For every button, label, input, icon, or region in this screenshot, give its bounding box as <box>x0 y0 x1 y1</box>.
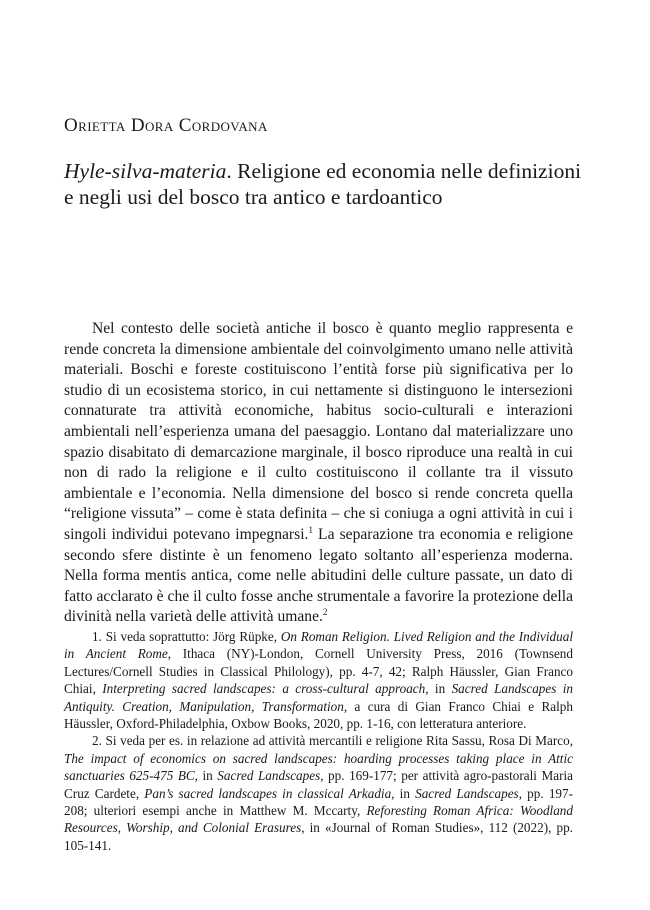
fn1-text-a: 1. Si veda soprattutto: Jörg Rüpke, <box>92 629 281 644</box>
fn2-title-a: The impact of economics on sacred landscapes: hoarding processes taking place in Attic sanctuaries 625-475 BC <box>64 750 573 784</box>
fn2-title-d: Sacred Landscapes <box>415 785 519 801</box>
fn1-title-c: Sacred Landscapes in Antiquity. Creation, Manipulation, Transformation <box>64 681 574 714</box>
fn2-text-b: , in <box>194 768 218 784</box>
fn2-text-d: , in <box>391 785 416 801</box>
fn1-text-d: , a cura di Gian Franco Chiai e Ralph Häussler, Oxford-Philadelphia, Oxbow Books, 2020, pp. 1-16, con letteratura anteriore. <box>64 698 573 732</box>
footnote-1 <box>64 628 573 732</box>
fn1-text-c: , in <box>425 681 452 697</box>
fn2-title-c: Pan’s sacred landscapes in classical Arkadia <box>144 785 392 801</box>
fn2-text-a: 2. Si veda per es. in relazione ad attività mercantili e religione Rita Sassu, Rosa Di Marco, <box>92 733 573 749</box>
body-paragraph <box>64 319 573 628</box>
footnotes <box>64 628 573 854</box>
body-part-2: La separazione tra economia e religione secondo sfere distinte è un fenomeno legato soltanto all’esperienza moderna. Nella forma mentis antica, come nelle abitudini delle culture passate, un dato di fatto acclarato è che il culto fosse anche strumentale a favorire la protezione della divinità nella varietà delle attività umane. <box>64 525 574 626</box>
fn2-title-b: Sacred Landscapes <box>217 768 321 784</box>
fn1-text-b: , Ithaca (NY)-London, Cornell University Press, 2016 (Townsend Lectures/Cornell Studies in Classical Philology), pp. 4-7, 42; Ralph Häussler, Gian Franco Chiai, <box>64 646 573 697</box>
fn1-title-a: On Roman Religion. Lived Religion and the Individual in Ancient Rome <box>64 629 573 662</box>
author-name: Orietta Dora Cordovana <box>64 115 268 136</box>
footnote-2 <box>64 732 573 854</box>
footnote-ref-2[interactable]: 2 <box>322 607 328 618</box>
fn1-title-b: Interpreting sacred landscapes: a cross-cultural approach <box>102 681 426 697</box>
fn2-text-c: , pp. 169-177; per attività agro-pastorali Maria Cruz Cardete, <box>64 768 573 801</box>
fn2-text-e: , pp. 197-208; ulteriori esempi anche in Matthew M. Mccarty, <box>64 785 574 819</box>
footnote-ref-1[interactable]: 1 <box>308 524 313 535</box>
article-title <box>64 158 584 210</box>
fn2-text-f: , in «Journal of Roman Studies», 112 (2022), pp. 105-141. <box>64 820 573 853</box>
title-italic-part: Hyle-silva-materia <box>64 159 227 183</box>
fn2-title-e: Reforesting Roman Africa: Woodland Resources, Worship, and Colonial Erasures <box>64 803 573 836</box>
body-part-1: Nel contesto delle società antiche il bosco è quanto meglio rappresenta e rende concreta la dimensione ambientale del coinvolgimento umano nelle attività materiali. Boschi e foreste costituiscono l’entità forse più significativa per lo studio di un ecosistema storico, in cui nettamente si distinguono le intersezioni connaturate tra attività economiche, habitus socio-culturali e interazioni ambientali nell’esperienza umana del paesaggio. Lontano dal materializzare uno spazio disabitato di demarcazione marginale, il bosco riproduce una realtà in cui non di rado la religione e il culto costituiscono il collante tra il vissuto ambientale e l’economia. Nella dimensione del bosco si rende concreta quella “religione vissuta” – come è stata definita – che si coniuga a ogni attività in cui i singoli individui potevano impegnarsi. <box>64 320 573 543</box>
title-rest: . Religione ed economia nelle definizioni e negli usi del bosco tra antico e tardoantico <box>64 159 582 209</box>
